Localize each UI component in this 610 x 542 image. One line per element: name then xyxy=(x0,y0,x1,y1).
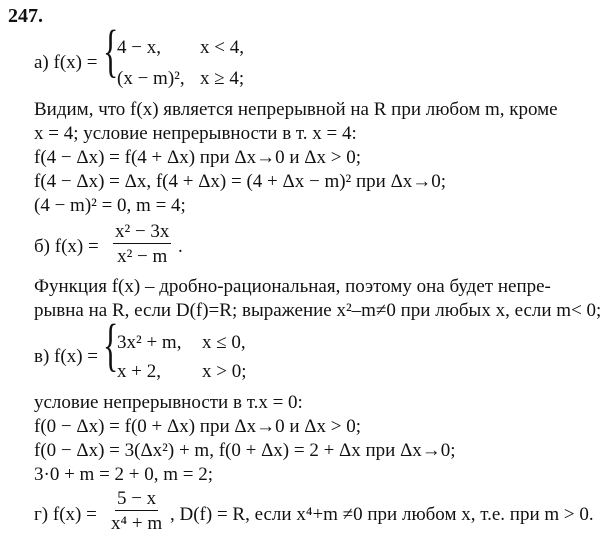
part-v-label: в) f(x) = xyxy=(34,346,98,367)
part-a-case2-cond: x ≥ 4; xyxy=(200,68,245,89)
part-v-case1-cond: x ≤ 0, xyxy=(202,332,246,353)
text-v-line-2: f(0 − Δx) = f(0 + Δx) при Δx→0 и Δx > 0; xyxy=(34,416,361,437)
text-b-line-1: Функция f(x) – дробно-рациональная, поэтому она будет непре- xyxy=(34,276,551,297)
part-a-case1-expr: 4 − x, xyxy=(117,37,161,58)
part-g-label: г) f(x) = xyxy=(34,504,97,525)
part-a-case2-expr: (x − m)², xyxy=(117,68,185,89)
part-b-denominator: x² − m xyxy=(117,246,168,267)
text-a-line-5: (4 − m)² = 0, m = 4; xyxy=(34,195,186,216)
text-a-line-2: x = 4; условие непрерывности в т. x = 4: xyxy=(34,123,357,144)
text-a-line-1: Видим, что f(x) является непрерывной на R при любом m, кроме xyxy=(34,99,558,120)
text-v-line-1: условие непрерывности в т.x = 0: xyxy=(34,392,303,413)
part-g-denominator: x⁴ + m xyxy=(111,513,163,534)
part-v-brace: { xyxy=(103,312,119,377)
part-b-numerator: x² − 3x xyxy=(115,221,170,242)
text-a-line-4: f(4 − Δx) = Δx, f(4 + Δx) = (4 + Δx − m)² при Δx→0; xyxy=(34,171,447,192)
part-b-fraction xyxy=(113,222,171,266)
problem-number: 247. xyxy=(8,5,43,27)
text-a-line-3: f(4 − Δx) = f(4 + Δx) при Δx→0 и Δx > 0; xyxy=(34,147,361,168)
part-b-label: б) f(x) = xyxy=(34,236,99,257)
text-b-line-2: рывна на R, если D(f)=R; выражение x²–m≠0 при любых x, если m< 0; xyxy=(34,300,602,321)
part-v-case2-expr: x + 2, xyxy=(117,361,161,382)
text-v-line-3: f(0 − Δx) = 3(Δx²) + m, f(0 + Δx) = 2 + Δx при Δx→0; xyxy=(34,440,456,461)
part-g-tail: , D(f) = R, если x⁴+m ≠0 при любом x, т.е. при m > 0. xyxy=(170,504,594,525)
part-a-label: а) f(x) = xyxy=(34,52,98,73)
part-g-numerator: 5 − x xyxy=(116,488,157,509)
text-v-line-4: 3·0 + m = 2 + 0, m = 2; xyxy=(34,464,214,485)
part-v-case1-expr: 3x² + m, xyxy=(117,332,182,353)
part-a-case1-cond: x < 4, xyxy=(200,37,244,58)
part-v-case2-cond: x > 0; xyxy=(202,361,247,382)
part-a-brace: { xyxy=(103,18,119,83)
part-b-tail: . xyxy=(178,236,183,257)
part-g-fraction xyxy=(111,489,162,533)
